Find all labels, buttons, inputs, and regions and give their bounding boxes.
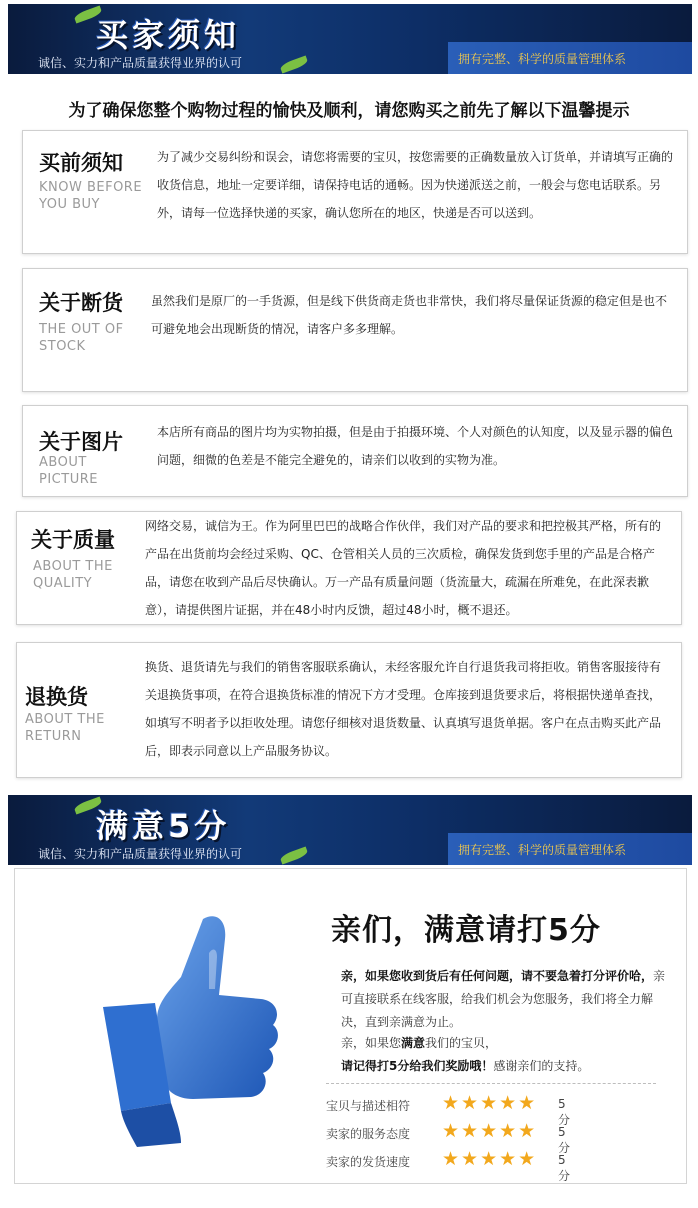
card-return-exchange xyxy=(16,642,682,778)
rating-score: 5分 xyxy=(558,1125,571,1155)
thumbs-up-icon xyxy=(85,907,285,1157)
rating-label: 卖家的服务态度 xyxy=(326,1127,411,1141)
card-heading: 退换货 xyxy=(25,685,88,709)
rating-label: 卖家的发货速度 xyxy=(326,1155,411,1169)
card-heading-english: ABOUT THE QUALITY xyxy=(33,559,113,591)
card-body: 虽然我们是原厂的一手货源，但是线下供货商走货也非常快，我们将尽量保证货源的稳定但是也不可避免地会出现断货的情况，请客户多多理解。 xyxy=(151,294,668,336)
divider xyxy=(326,1083,656,1084)
rating-score: 5分 xyxy=(558,1153,571,1183)
banner-right-text: 拥有完整、科学的质量管理体系 xyxy=(458,843,627,857)
banner-subtitle: 诚信、实力和产品质量获得业界的认可 xyxy=(38,847,243,861)
banner-right-text: 拥有完整、科学的质量管理体系 xyxy=(458,52,627,66)
satisfaction-paragraph-1 xyxy=(341,965,671,1034)
satisfaction-paragraph-2 xyxy=(341,1032,671,1078)
card-know-before-buy xyxy=(22,130,688,254)
card-heading-english: THE OUT OF STOCK xyxy=(39,322,124,354)
rating-score: 5分 xyxy=(558,1097,571,1127)
leaf-icon xyxy=(279,846,308,864)
card-body: 为了减少交易纠纷和误会，请您将需要的宝贝，按您需要的正确数量放入订货单，并请填写正确的收货信息，地址一定要详细，请保持电话的通畅。因为快递派送之前，一般会与您电话联系。另外，请每一位选择快递的买家，确认您所在的地区，快递是否可以送到。 xyxy=(157,150,674,220)
satisfaction-headline: 亲们，满意请打5分 xyxy=(331,913,601,948)
leaf-icon xyxy=(279,55,308,73)
header-banner-buyer-notice xyxy=(8,4,692,74)
paragraph-text: 亲可直接联系在线客服，给我们机会为您服务，我们将全力解决，直到亲满意为止。 xyxy=(341,969,666,1029)
card-body: 网络交易，诚信为王。作为阿里巴巴的战略合作伙伴，我们对产品的要求和把控极其严格，所有的产品在出货前均会经过采购、QC、仓管相关人员的三次质检，确保发货到您手里的产品是合格产品，请您在收到产品后尽快确认。万一产品有质量问题（货流量大，疏漏在所难免，在此深表歉意），请提供图片证据，并在48小时内反馈，超过48小时，概不退还。 xyxy=(145,519,662,617)
card-body: 本店所有商品的图片均为实物拍摄，但是由于拍摄环境、个人对颜色的认知度，以及显示器的偏色问题，细微的色差是不能完全避免的，请亲们以收到的实物为准。 xyxy=(157,425,674,467)
banner-subtitle: 诚信、实力和产品质量获得业界的认可 xyxy=(38,56,243,70)
star-icon: ★★★★★ xyxy=(442,1148,538,1170)
paragraph-text: 亲，如果您 xyxy=(341,1036,402,1050)
banner-title: 满意5分 xyxy=(96,807,231,845)
paragraph-bold-text: 满意 xyxy=(401,1036,426,1050)
paragraph-text: 我们的宝贝， xyxy=(425,1036,498,1050)
banner-right-panel xyxy=(448,833,692,865)
card-heading: 买前须知 xyxy=(39,151,123,175)
card-about-quality xyxy=(16,511,682,625)
card-heading: 关于断货 xyxy=(39,291,123,315)
banner-right-panel xyxy=(448,42,692,74)
card-heading: 关于质量 xyxy=(31,528,115,552)
card-body: 换货、退货请先与我们的销售客服联系确认，未经客服允许自行退货我司将拒收。销售客服接待有关退换货事项，在符合退换货标准的情况下方才受理。仓库接到退货要求后，将根据快递单查找，如填写不明者予以拒收处理。请您仔细核对退货数量、认真填写退货单据。客户在点击购买此产品后，即表示同意以上产品服务协议。 xyxy=(145,660,662,758)
rating-label: 宝贝与描述相符 xyxy=(326,1099,411,1113)
rating-row xyxy=(326,1092,571,1127)
intro-text: 为了确保您整个购物过程的愉快及顺利，请您购买之前先了解以下温馨提示 xyxy=(68,101,630,121)
paragraph-text: 感谢亲们的支持。 xyxy=(493,1059,590,1073)
card-heading-english: ABOUT PICTURE xyxy=(39,455,98,487)
rating-row xyxy=(326,1148,571,1183)
card-out-of-stock xyxy=(22,268,688,392)
banner-title: 买家须知 xyxy=(96,16,241,54)
star-icon: ★★★★★ xyxy=(442,1120,538,1142)
rating-row xyxy=(326,1120,571,1155)
paragraph-bold-text: 请记得打5分给我们奖励哦！ xyxy=(341,1059,494,1073)
card-about-picture xyxy=(22,405,688,497)
card-heading-english: ABOUT THE RETURN xyxy=(25,712,105,744)
star-icon: ★★★★★ xyxy=(442,1092,538,1114)
paragraph-bold-text: 亲，如果您收到货后有任何问题，请不要急着打分评价哈， xyxy=(341,969,654,983)
card-heading-english: KNOW BEFORE YOU BUY xyxy=(39,180,143,212)
card-heading: 关于图片 xyxy=(39,430,123,454)
header-banner-satisfaction xyxy=(8,795,692,865)
